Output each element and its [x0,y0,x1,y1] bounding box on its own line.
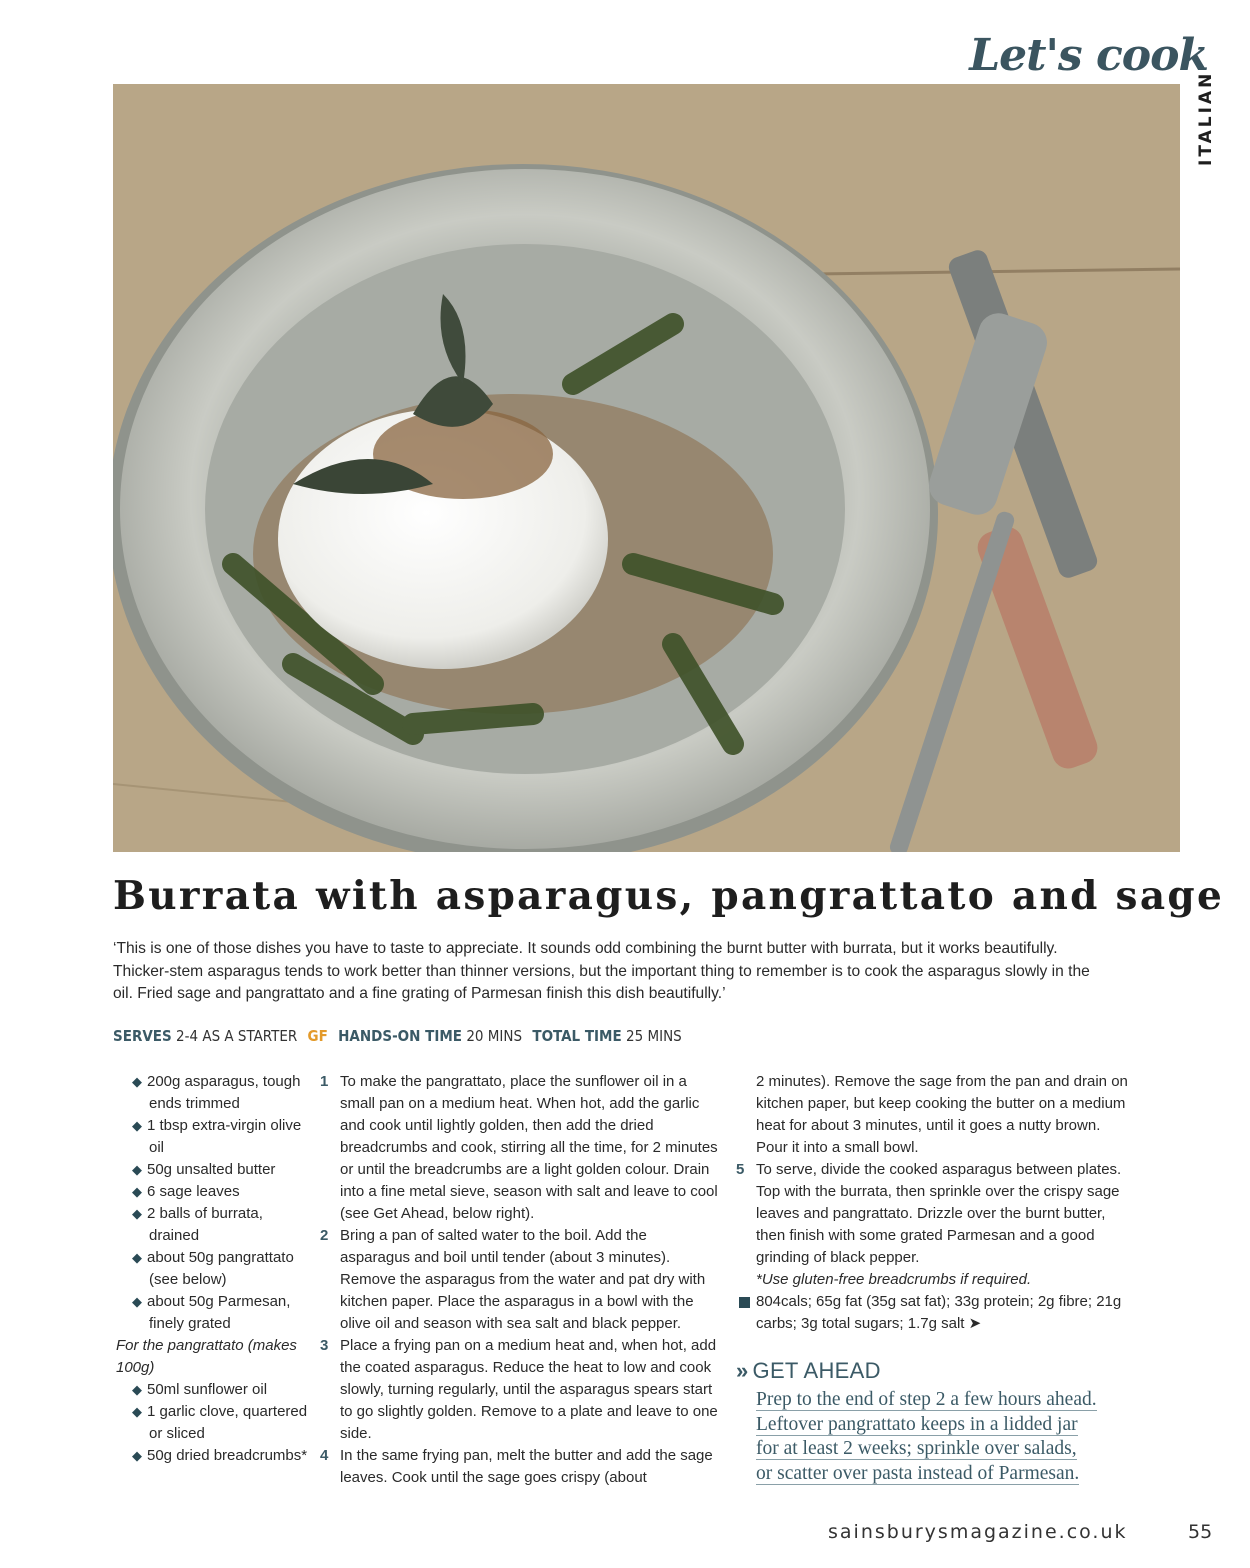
ingredient-item: ◆ 2 balls of burrata, drained [132,1205,263,1244]
ingredient-item: ◆ 200g asparagus, tough ends trimmed [132,1073,301,1112]
ingredients-list [113,1071,313,1467]
method-column-1 [320,1071,720,1489]
method-step-continued: 2 minutes). Remove the sage from the pan and drain on kitchen paper, but keep cooking the butter on a medium heat for about 3 minutes, until it goes a nutty brown. Pour it into a small bowl. [756,1073,1128,1156]
ingredient-item: ◆ 50ml sunflower oil [113,1379,313,1401]
nutrition-info: 804cals; 65g fat (35g sat fat); 33g protein; 2g fibre; 21g carbs; 3g total sugars; 1.7g salt ➤ [736,1291,1136,1335]
ingredient-item: ◆ about 50g Parmesan, finely grated [132,1293,291,1332]
ingredient-item: ◆ 50g unsalted butter [113,1159,313,1181]
chevron-right-icon: » [736,1358,749,1383]
diamond-bullet-icon: ◆ [132,1206,142,1221]
diamond-bullet-icon: ◆ [132,1250,142,1265]
gluten-free-note: *Use gluten-free breadcrumbs if required. [756,1271,1032,1288]
ingredient-item: ◆ 50g dried breadcrumbs* [113,1445,313,1467]
diamond-bullet-icon: ◆ [132,1074,142,1089]
page-number: 55 [1188,1521,1213,1543]
section-label [1192,70,1222,172]
method-step: 4 In the same frying pan, melt the butter and add the sage leaves. Cook until the sage goes crispy (about [320,1447,713,1486]
diamond-bullet-icon: ◆ [132,1382,142,1397]
get-ahead-text: Prep to the end of step 2 a few hours ahead. Leftover pangrattato keeps in a lidded jar for at least 2 weeks; sprinkle over salads, or scatter over pasta instead of Parmesan. [756,1389,1097,1484]
footer-website: sainsburysmagazine.co.uk [828,1521,1128,1543]
ingredient-item: ◆ 1 garlic clove, quartered or sliced [132,1403,308,1442]
section-header-title: Let's cook [969,30,1208,81]
diamond-bullet-icon: ◆ [132,1162,142,1177]
recipe-intro: ‘This is one of those dishes you have to taste to appreciate. It sounds odd combining the burnt butter with burrata, but it works beautifully. Thicker-stem asparagus tends to work better than thinner versions, but the important thing to remember is to cook the asparagus slowly in the oil. Fried sage and pangrattato and a fine grating of Parmesan finish this dish beautifully.’ [113,940,1090,1002]
diamond-bullet-icon: ◆ [132,1184,142,1199]
square-icon [739,1297,750,1308]
method-step: 1 To make the pangrattato, place the sunflower oil in a small pan on a medium heat. When hot, add the garlic and cook until lightly golden, then add the dried breadcrumbs and cook, stirring all the time, for 2 minutes or until the breadcrumbs are a light golden colour. Drain into a fine metal sieve, season with salt and leave to cool (see Get Ahead, below right). [320,1073,718,1222]
ingredient-item: ◆ 6 sage leaves [113,1181,313,1203]
recipe-title: Burrata with asparagus, pangrattato and sage [113,873,1225,919]
serves-value: 2-4 AS A STARTER [176,1027,298,1045]
method-step: 3 Place a frying pan on a medium heat and, when hot, add the coated asparagus. Reduce the heat to low and cook slowly, turning regularly, until the asparagus spears start to go slightly golden. Remove to a plate and leave to one side. [320,1337,718,1442]
method-step: 2 Bring a pan of salted water to the boil. Add the asparagus and boil until tender (about 3 minutes). Remove the asparagus from the water and pat dry with kitchen paper. Place the asparagus in a bowl with the olive oil and season with sea salt and black pepper. [320,1227,706,1332]
serves-label: SERVES [113,1027,172,1045]
hands-on-label: HANDS-ON TIME [338,1027,463,1045]
section-label-text: ITALIAN [1196,70,1216,166]
method-column-2 [736,1071,1136,1335]
gluten-free-badge: GF [307,1027,328,1045]
diamond-bullet-icon: ◆ [132,1118,142,1133]
diamond-bullet-icon: ◆ [132,1404,142,1419]
total-time-value: 25 MINS [626,1027,682,1045]
diamond-bullet-icon: ◆ [132,1294,142,1309]
get-ahead-box [736,1358,1156,1486]
get-ahead-title: » GET AHEAD [736,1358,881,1383]
ingredient-item: ◆ about 50g pangrattato (see below) [132,1249,294,1288]
total-time-label: TOTAL TIME [532,1027,622,1045]
ingredient-item: ◆ 1 tbsp extra-virgin olive oil [132,1117,302,1156]
recipe-photo [113,84,1180,852]
recipe-meta [113,1027,682,1045]
hands-on-value: 20 MINS [466,1027,523,1045]
diamond-bullet-icon: ◆ [132,1448,142,1463]
pangrattato-heading: For the pangrattato (makes 100g) [116,1337,297,1376]
method-step: 5 To serve, divide the cooked asparagus between plates. Top with the burrata, then sprinkle over the crispy sage leaves and pangrattato. Drizzle over the burnt butter, then finish with some grated Parmesan and a good grinding of black pepper. [736,1161,1122,1266]
photo-illustration [113,84,1180,852]
